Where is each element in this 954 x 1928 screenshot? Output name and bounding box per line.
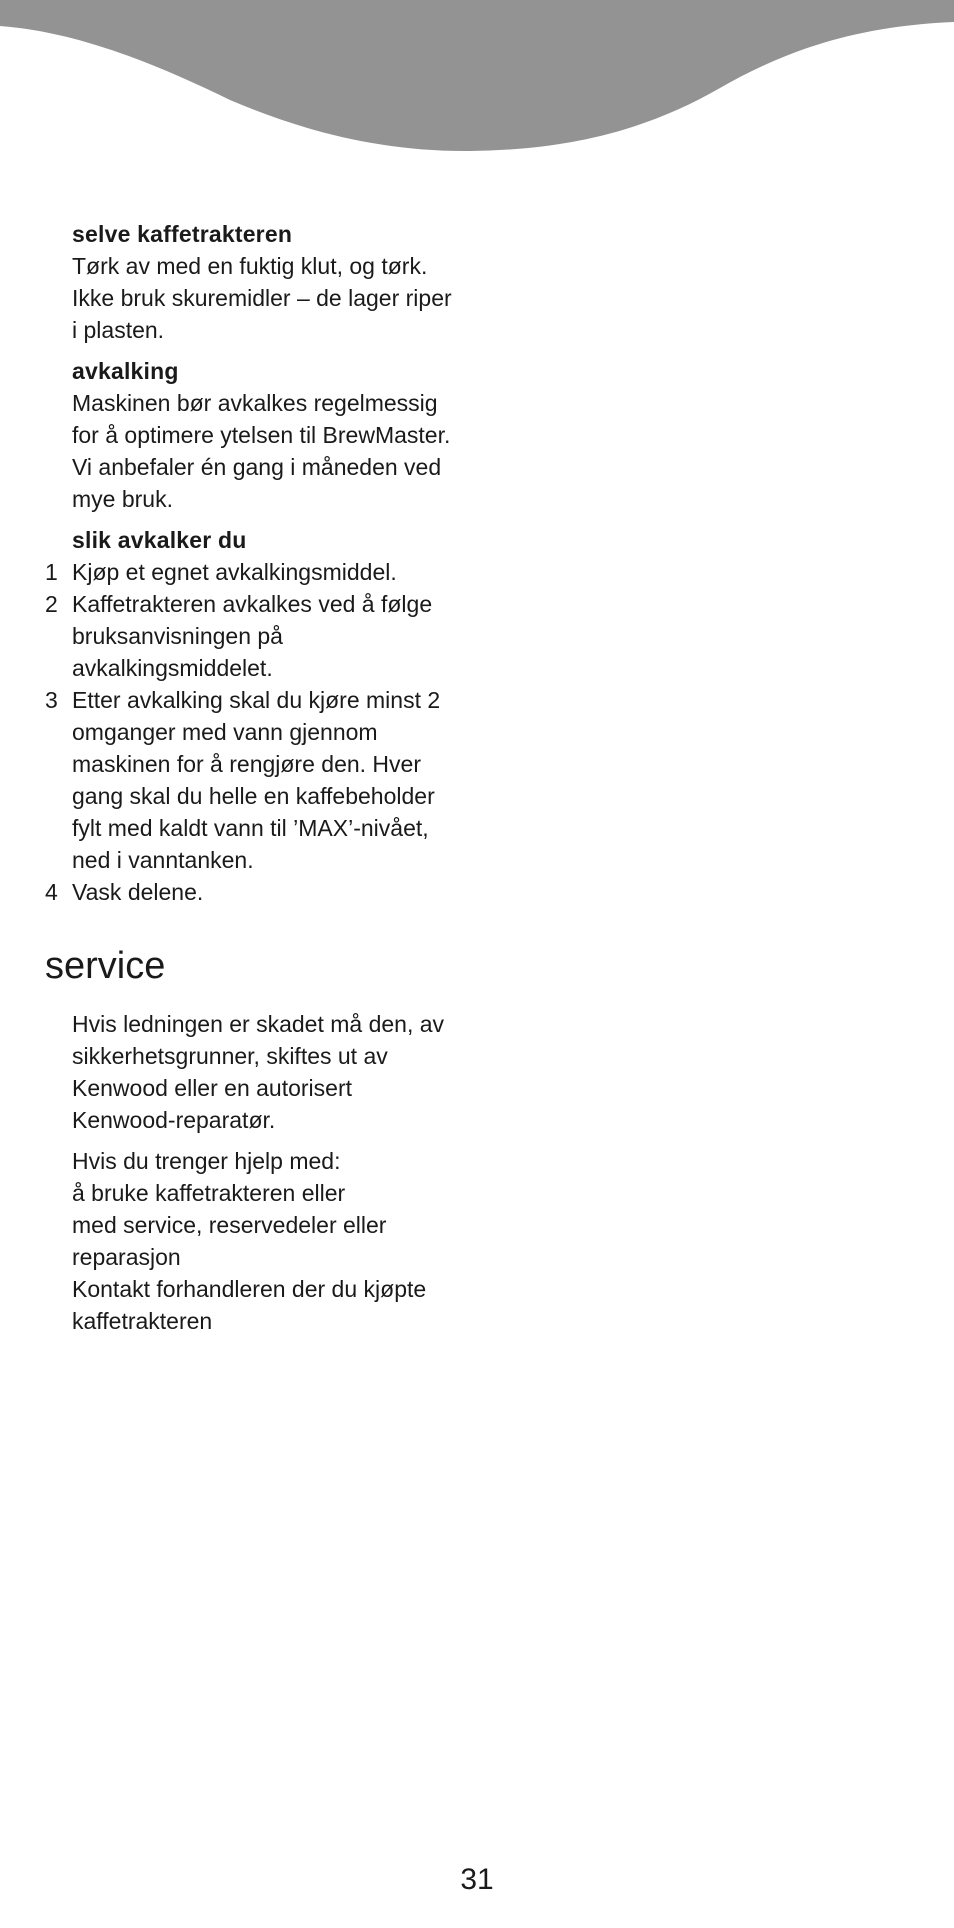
text-line: avkalkingsmiddelet.: [72, 655, 273, 681]
list-item: [45, 684, 472, 876]
text-line: Kontakt forhandleren der du kjøpte: [72, 1276, 427, 1302]
section-heading: selve kaffetrakteren: [72, 221, 293, 247]
section-heading: slik avkalker du: [72, 527, 247, 553]
text-line: Kjøp et egnet avkalkingsmiddel.: [72, 559, 397, 585]
service-paragraph-cord: [72, 1008, 472, 1136]
text-line: ned i vanntanken.: [72, 847, 254, 873]
section-heading: avkalking: [72, 358, 179, 384]
text-line: med service, reservedeler eller: [72, 1212, 387, 1238]
page-number: 31: [460, 1863, 494, 1896]
section-descaling: [72, 355, 472, 515]
header-wave-decoration: [0, 0, 954, 160]
step-number: 1: [45, 559, 58, 585]
text-line: omganger med vann gjennom: [72, 719, 378, 745]
list-item: [45, 588, 472, 684]
list-item: [45, 556, 472, 588]
step-number: 4: [45, 879, 58, 905]
text-line: for å optimere ytelsen til BrewMaster.: [72, 422, 451, 448]
text-line: Kaffetrakteren avkalkes ved å følge: [72, 591, 433, 617]
text-line: Hvis du trenger hjelp med:: [72, 1148, 341, 1174]
text-line: maskinen for å rengjøre den. Hver: [72, 751, 421, 777]
text-line: å bruke kaffetrakteren eller: [72, 1180, 346, 1206]
text-line: Vi anbefaler én gang i måneden ved: [72, 454, 442, 480]
text-line: Hvis ledningen er skadet må den, av: [72, 1011, 445, 1037]
step-number: 3: [45, 687, 58, 713]
text-line: i plasten.: [72, 317, 165, 343]
section-how-to-descale: [45, 524, 472, 908]
descale-steps-list: [45, 556, 472, 908]
text-line: sikkerhetsgrunner, skiftes ut av: [72, 1043, 388, 1069]
text-line: Kenwood eller en autorisert: [72, 1075, 352, 1101]
text-line: kaffetrakteren: [72, 1308, 213, 1334]
text-line: Maskinen bør avkalkes regelmessig: [72, 390, 438, 416]
section-cleaning: [72, 218, 472, 346]
text-line: Kenwood-reparatør.: [72, 1107, 276, 1133]
text-line: reparasjon: [72, 1244, 181, 1270]
text-line: mye bruk.: [72, 486, 173, 512]
text-line: bruksanvisningen på: [72, 623, 283, 649]
text-line: fylt med kaldt vann til ’MAX’-nivået,: [72, 815, 429, 841]
text-line: Tørk av med en fuktig klut, og tørk.: [72, 253, 428, 279]
text-line: gang skal du helle en kaffebeholder: [72, 783, 435, 809]
list-item: [45, 876, 472, 908]
text-line: Vask delene.: [72, 879, 204, 905]
text-line: Ikke bruk skuremidler – de lager riper: [72, 285, 452, 311]
document-body: [45, 218, 472, 1346]
step-number: 2: [45, 591, 58, 617]
service-title: service: [45, 945, 166, 987]
text-line: Etter avkalking skal du kjøre minst 2: [72, 687, 441, 713]
service-paragraph-help: [72, 1145, 472, 1337]
